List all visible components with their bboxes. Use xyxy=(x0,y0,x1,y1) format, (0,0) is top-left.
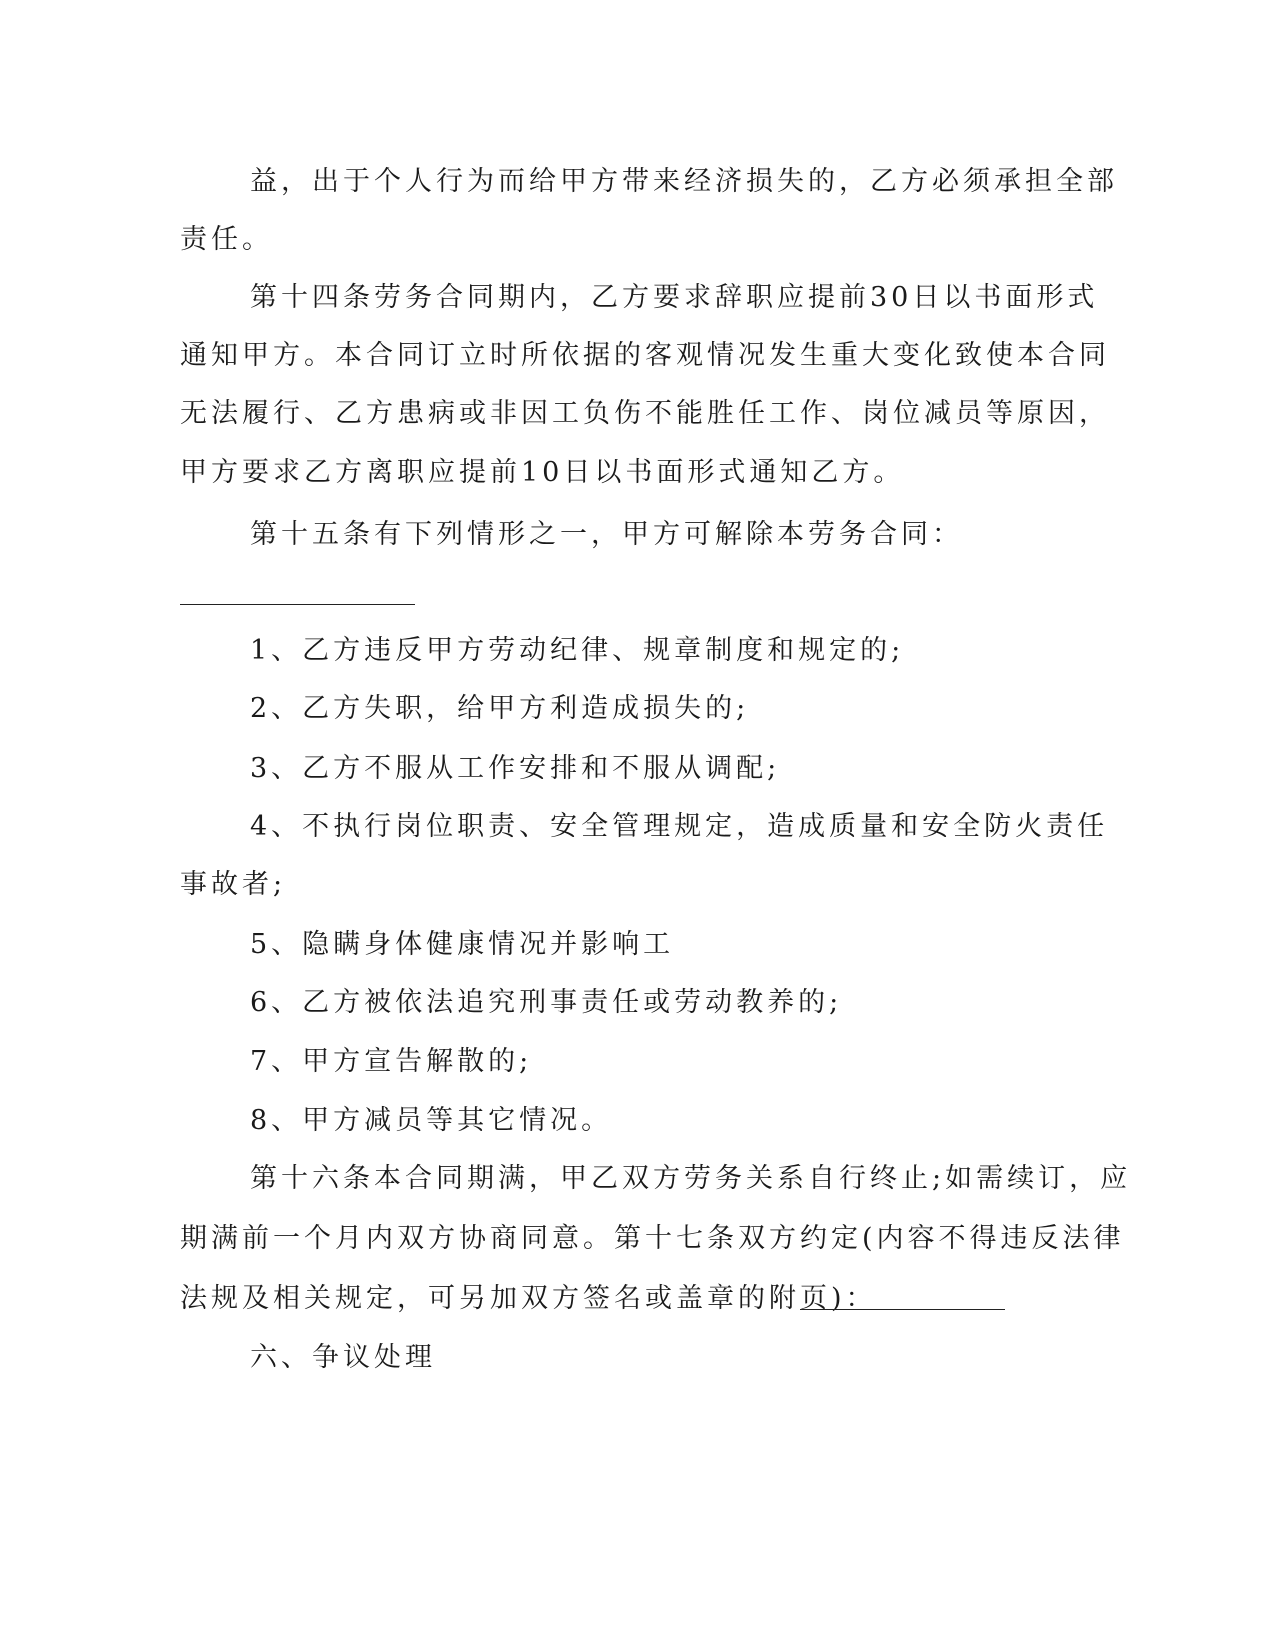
text-line: 责任。 xyxy=(180,224,273,255)
list-item: 6、乙方被依法追究刑事责任或劳动教养的; xyxy=(250,987,843,1018)
text-line: 通知甲方。本合同订立时所依据的客观情况发生重大变化致使本合同 xyxy=(180,340,1110,371)
list-item: 5、隐瞒身体健康情况并影响工 xyxy=(250,929,675,960)
blank-underline xyxy=(800,1309,1005,1310)
text-line: 期满前一个月内双方协商同意。第十七条双方约定(内容不得违反法律 xyxy=(180,1223,1125,1254)
blank-underline xyxy=(180,604,415,605)
text-line: 无法履行、乙方患病或非因工负伤不能胜任工作、岗位减员等原因， xyxy=(180,398,1110,429)
text-line: 益，出于个人行为而给甲方带来经济损失的，乙方必须承担全部 xyxy=(250,166,1118,197)
text-line: 甲方要求乙方离职应提前10日以书面形式通知乙方。 xyxy=(180,457,905,488)
list-item: 8、甲方减员等其它情况。 xyxy=(250,1105,613,1136)
text-line: 第十六条本合同期满，甲乙双方劳务关系自行终止;如需续订，应 xyxy=(250,1163,1132,1194)
text-line: 法规及相关规定，可另加双方签名或盖章的附页)： xyxy=(180,1283,877,1314)
text-line: 事故者; xyxy=(180,869,287,900)
list-item: 2、乙方失职，给甲方利造成损失的; xyxy=(250,693,750,724)
list-item: 1、乙方违反甲方劳动纪律、规章制度和规定的; xyxy=(250,635,905,666)
list-item: 7、甲方宣告解散的; xyxy=(250,1046,533,1077)
text-line: 第十五条有下列情形之一，甲方可解除本劳务合同： xyxy=(250,519,963,550)
list-item: 4、不执行岗位职责、安全管理规定，造成质量和安全防火责任 xyxy=(250,811,1109,842)
section-heading: 六、争议处理 xyxy=(250,1342,436,1373)
list-item: 3、乙方不服从工作安排和不服从调配; xyxy=(250,753,781,784)
text-line: 第十四条劳务合同期内，乙方要求辞职应提前30日以书面形式 xyxy=(250,282,1099,313)
